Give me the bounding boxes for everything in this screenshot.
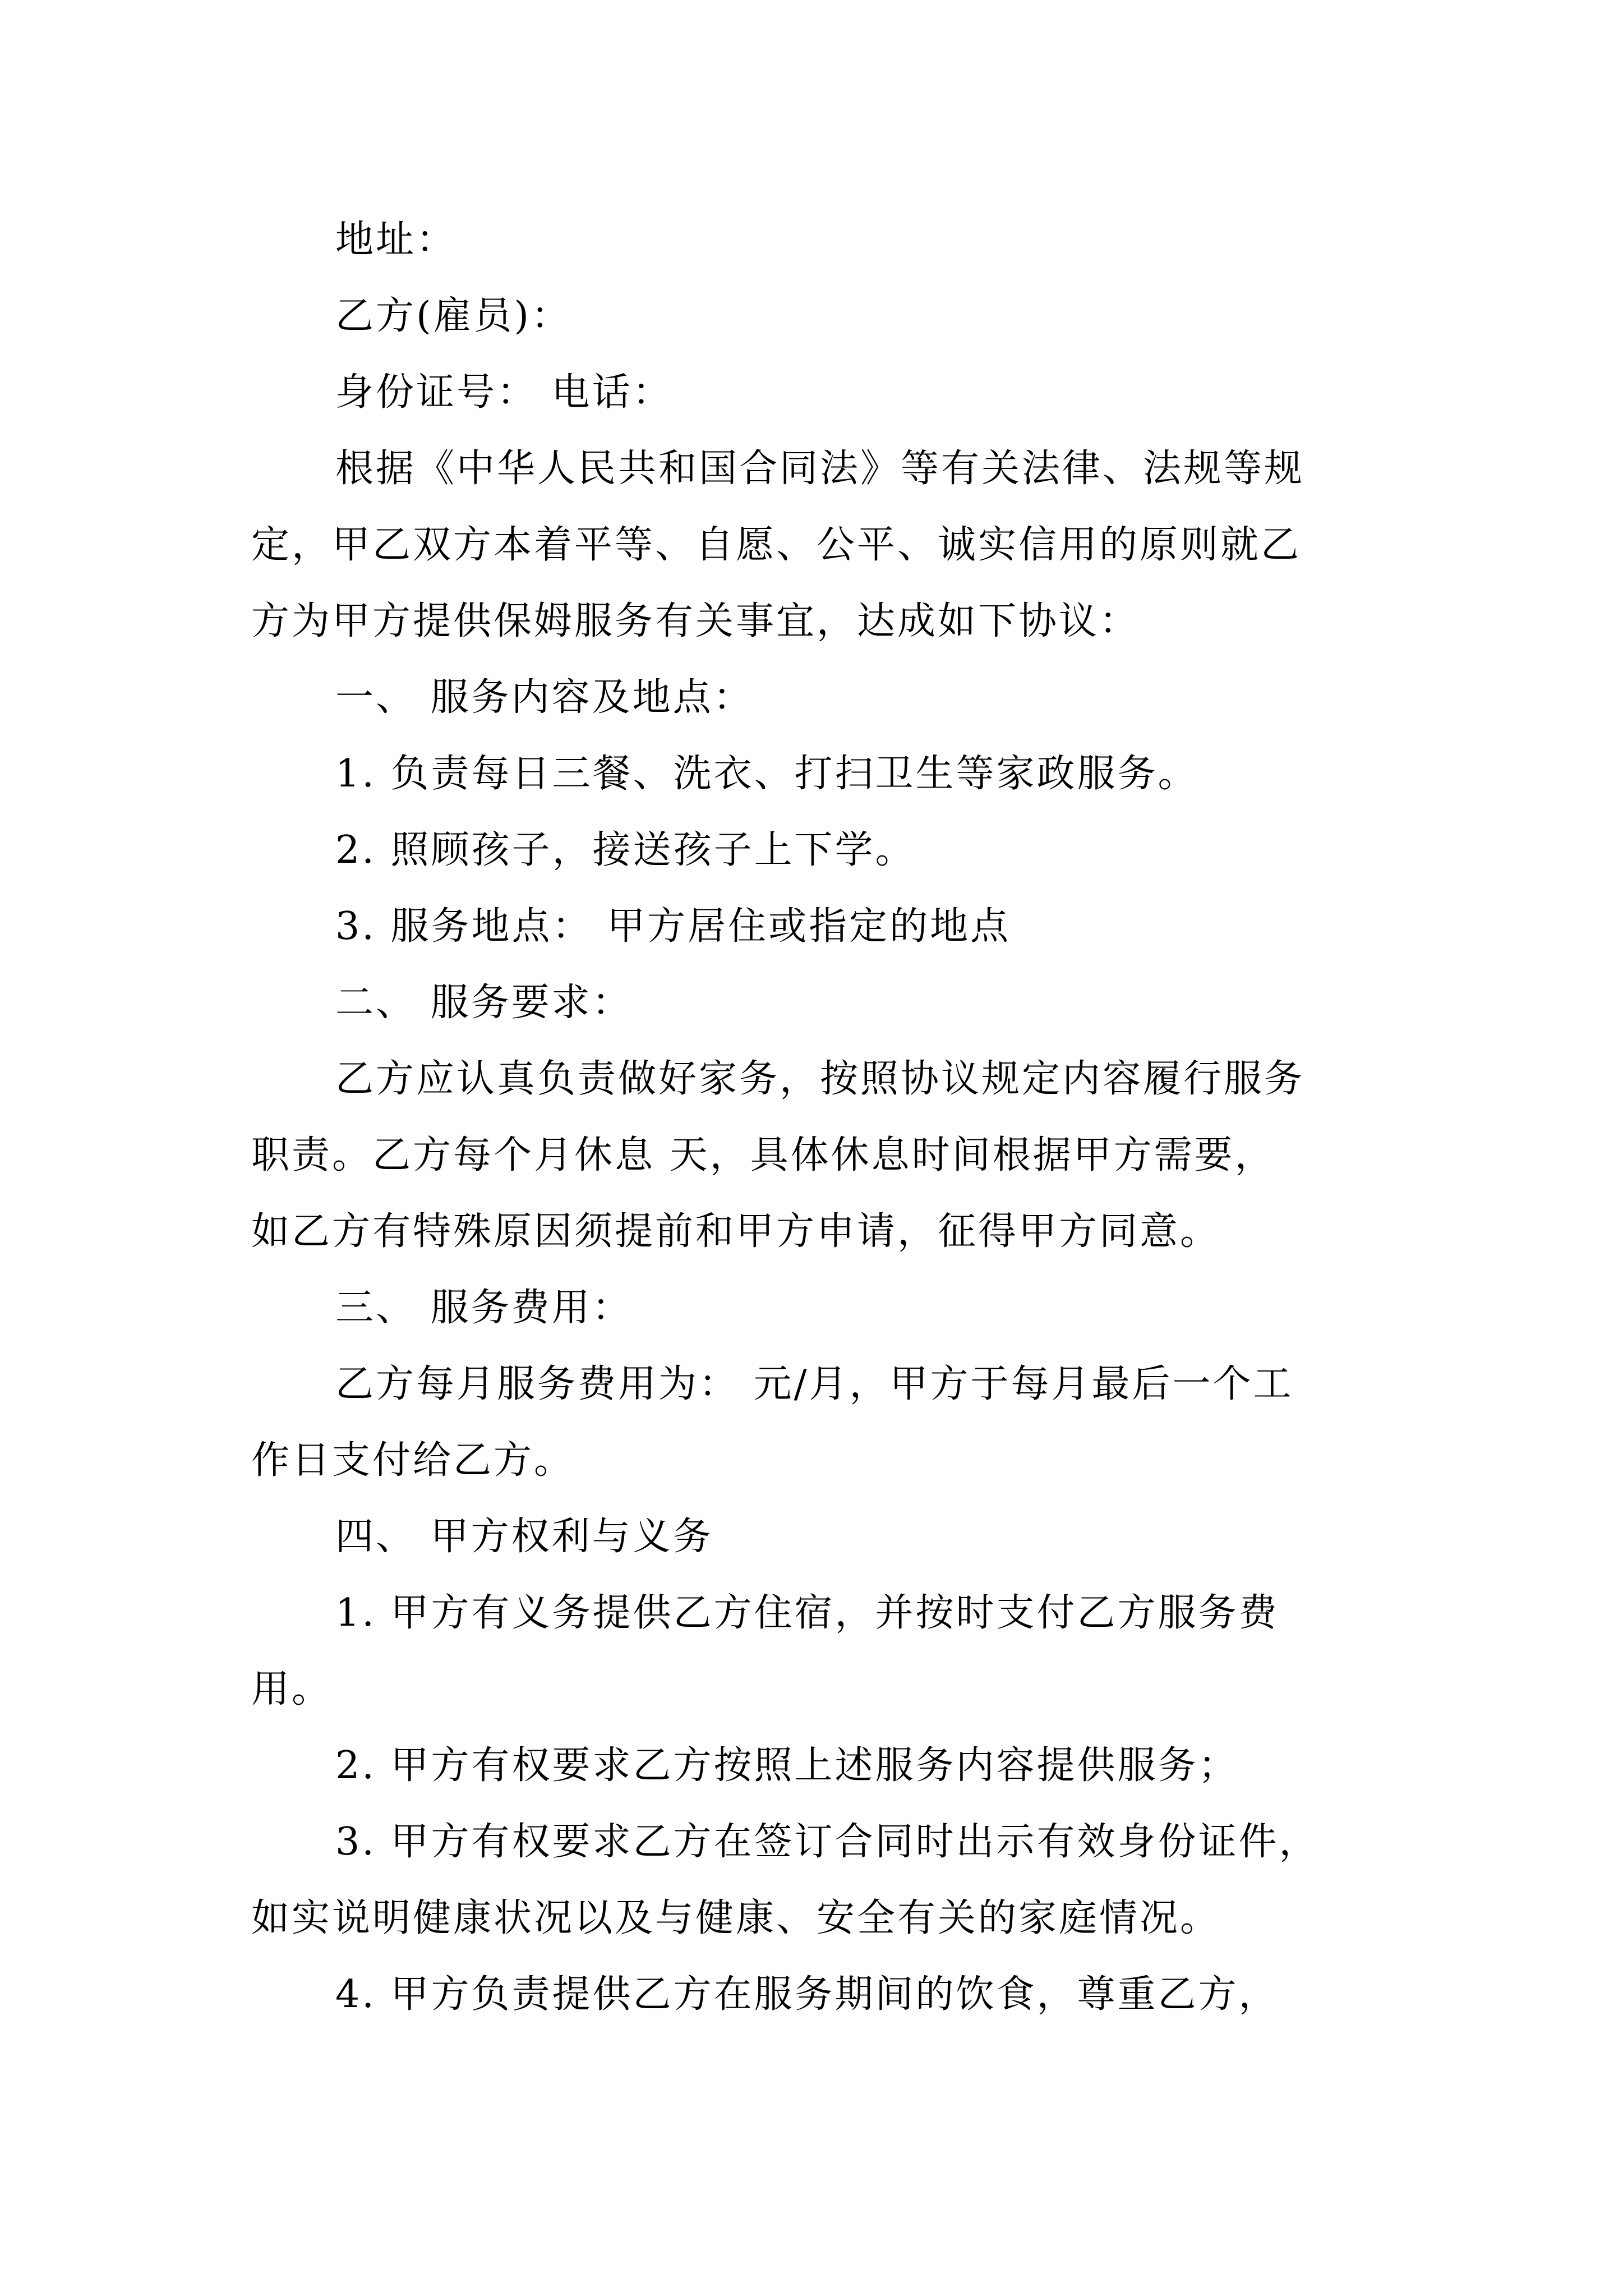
text-line: 方为甲方提供保姆服务有关事宜，达成如下协议：	[251, 599, 1140, 643]
text-line: 如实说明健康状况以及与健康、安全有关的家庭情况。	[251, 1896, 1221, 1940]
text-line: 用。	[251, 1667, 333, 1711]
document-body	[251, 202, 1384, 2033]
text-line: 乙方每月服务费用为： 元/月，甲方于每月最后一个工	[335, 1362, 1294, 1406]
text-line: 身份证号： 电话：	[335, 370, 673, 415]
text-line: 职责。乙方每个月休息 天，具体休息时间根据甲方需要，	[251, 1133, 1275, 1177]
section-heading: 一、 服务内容及地点：	[335, 675, 754, 720]
text-line: 2. 甲方有权要求乙方按照上述服务内容提供服务；	[335, 1743, 1239, 1788]
text-line: 2. 照顾孩子，接送孩子上下学。	[335, 828, 916, 872]
text-line: 乙方(雇员)：	[335, 294, 572, 338]
text-line: 根据《中华人民共和国合同法》等有关法律、法规等规	[335, 447, 1305, 491]
text-line: 1. 甲方有义务提供乙方住宿，并按时支付乙方服务费	[335, 1591, 1279, 1635]
section-heading: 三、 服务费用：	[335, 1286, 633, 1330]
text-line: 作日支付给乙方。	[251, 1438, 575, 1483]
section-heading: 二、 服务要求：	[335, 981, 633, 1025]
text-line: 1. 负责每日三餐、洗衣、打扫卫生等家政服务。	[335, 752, 1198, 796]
text-line: 3. 服务地点： 甲方居住或指定的地点	[335, 904, 1011, 949]
text-line: 乙方应认真负责做好家务，按照协议规定内容履行服务	[335, 1057, 1305, 1101]
text-line: 定，甲乙双方本着平等、自愿、公平、诚实信用的原则就乙	[251, 523, 1302, 567]
text-line: 地址：	[335, 218, 457, 262]
section-heading: 四、 甲方权利与义务	[335, 1515, 713, 1559]
text-line: 3. 甲方有权要求乙方在签订合同时出示有效身份证件，	[335, 1820, 1320, 1864]
text-line: 如乙方有特殊原因须提前和甲方申请，征得甲方同意。	[251, 1209, 1221, 1254]
text-line: 4. 甲方负责提供乙方在服务期间的饮食，尊重乙方，	[335, 1972, 1279, 2017]
